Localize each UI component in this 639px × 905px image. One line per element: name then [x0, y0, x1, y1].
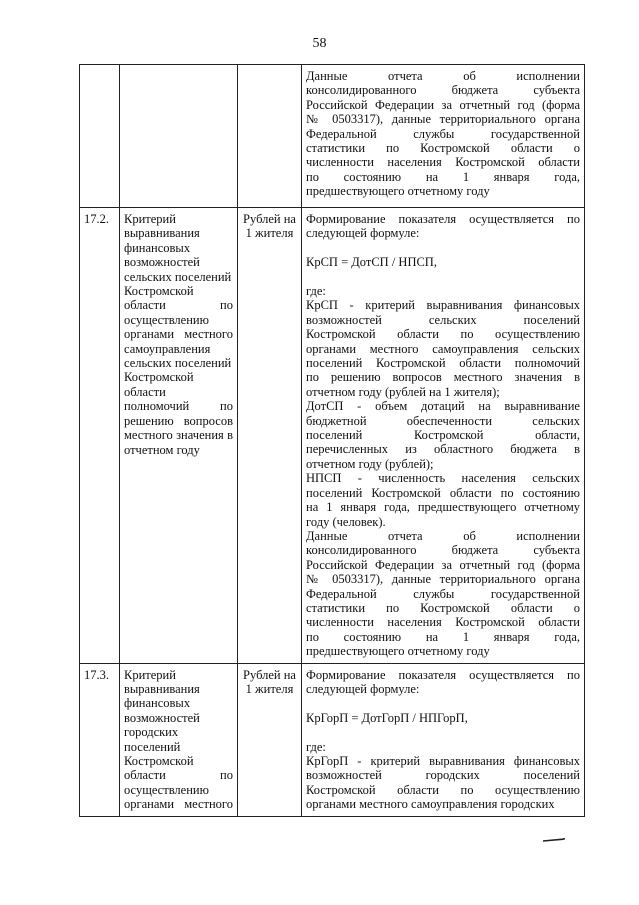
text-line: следующей формуле:: [306, 226, 420, 241]
criterion-line: Костромской: [124, 754, 194, 768]
where-label: где:: [306, 739, 326, 754]
text-line: консолидированного бюджета субъекта: [306, 83, 580, 98]
text-line: численности населения Костромской области: [306, 615, 580, 630]
criterion-line: самоуправления: [124, 341, 211, 356]
criterion-line: области по: [124, 298, 233, 313]
formula-intro: [306, 212, 580, 241]
text-line: поселений Костромской области полномочий: [306, 356, 580, 371]
text-line: Федеральной службы государственной: [306, 126, 580, 141]
text-line: возможностей городских поселений: [306, 768, 580, 783]
text-line: по состоянию на 1 января года,: [306, 169, 580, 184]
cell-criterion: [120, 65, 238, 208]
criterion-line: Критерий: [124, 667, 176, 682]
criterion-line: возможностей: [124, 255, 200, 270]
text-line: КрСП - критерий выравнивания финансовых: [306, 298, 580, 313]
text-line: № 0503317), данные территориального органа: [306, 112, 580, 127]
criterion-line: Критерий: [124, 212, 176, 226]
text-line: КрГорП - критерий выравнивания финансовых: [306, 753, 580, 768]
text-line: на 1 января года, предшествующего отчетному: [306, 500, 580, 515]
criterion-name: [120, 663, 238, 816]
row-number: 17.2.: [80, 208, 120, 664]
text-line: предшествующего отчетному году: [306, 184, 490, 199]
row-number: 17.3.: [80, 663, 120, 816]
formula: КрГорП = ДотГорП / НПГорП,: [306, 710, 468, 725]
definition-dotsp: [306, 399, 580, 471]
text-line: отчетном году (рублей на 1 жителя);: [306, 384, 500, 399]
formula-intro: [306, 668, 580, 697]
text-line: Федеральной службы государственной: [306, 586, 580, 601]
text-line: Данные отчета об исполнении: [306, 69, 580, 83]
text-line: численности населения Костромской области: [306, 155, 580, 170]
text-line: перечисленных из областного бюджета в: [306, 442, 580, 457]
text-line: предшествующего отчетному году: [306, 644, 490, 659]
criterion-line: выравнивания: [124, 226, 200, 241]
criteria-table: [79, 64, 585, 817]
table-row-17-3: [80, 663, 585, 816]
definition-krgorp: [306, 754, 580, 812]
text-line: № 0503317), данные территориального органа: [306, 572, 580, 587]
criterion-line: городских: [124, 725, 179, 740]
text-line: году (человек).: [306, 514, 386, 529]
criterion-line: финансовых: [124, 696, 191, 711]
table-row-17-2: [80, 208, 585, 664]
text-line: Российской Федерации за отчетный год (форма: [306, 557, 580, 572]
source-text: [306, 529, 580, 659]
calculation-method: [302, 663, 585, 816]
text-line: ДотСП - объем дотаций на выравнивание: [306, 399, 580, 414]
text-line: органами местного самоуправления сельских: [306, 341, 580, 356]
criterion-line: решению вопросов: [124, 413, 233, 428]
text-line: поселений Костромской области по состоянию: [306, 485, 580, 500]
criterion-line: поселений: [124, 739, 181, 754]
cell-unit: [238, 65, 302, 208]
text-line: Российской Федерации за отчетный год (форма: [306, 97, 580, 112]
page-number: 58: [312, 36, 327, 51]
criterion-line: полномочий по: [124, 399, 233, 414]
text-line: возможностей сельских поселений: [306, 312, 580, 327]
table-row-continuation: [80, 65, 585, 208]
criterion-line: осуществлению: [124, 312, 209, 327]
unit-of-measure: Рублей на 1 жителя: [238, 208, 302, 664]
text-line: Костромской области по осуществлению: [306, 327, 580, 342]
text-line: по решению вопросов местного значения в: [306, 370, 580, 385]
criterion-line: выравнивания: [124, 681, 200, 696]
text-line: консолидированного бюджета субъекта: [306, 543, 580, 558]
criterion-line: сельских поселений: [124, 356, 232, 371]
text-line: отчетном году (рублей);: [306, 456, 434, 471]
text-line: НПСП - численность населения сельских: [306, 471, 580, 486]
definition-npsp: [306, 471, 580, 529]
criterion-line: финансовых: [124, 240, 191, 255]
criterion-line: Костромской: [124, 284, 194, 299]
text-line: статистики по Костромской области о: [306, 600, 580, 615]
text-line: статистики по Костромской области о: [306, 141, 580, 156]
text-line: по состоянию на 1 января года,: [306, 629, 580, 644]
cell-description: [302, 65, 585, 208]
text-line: Данные отчета об исполнении: [306, 528, 580, 543]
text-line: Костромской области по осуществлению: [306, 782, 580, 797]
criterion-line: органами местного: [124, 797, 233, 812]
criterion-name: [120, 208, 238, 664]
text-line: следующей формуле:: [306, 681, 420, 696]
source-text: [306, 69, 580, 199]
text-line: Формирование показателя осуществляется по: [306, 212, 580, 226]
text-line: бюджетной обеспеченности сельских: [306, 413, 580, 428]
text-line: поселений Костромской области,: [306, 428, 580, 443]
criterion-line: сельских поселений: [124, 269, 232, 284]
definition-krsp: [306, 298, 580, 399]
text-line: Формирование показателя осуществляется по: [306, 667, 580, 682]
criterion-line: области: [124, 384, 166, 399]
criterion-line: возможностей: [124, 710, 200, 725]
criterion-line: области по: [124, 768, 233, 783]
pen-mark-icon: [543, 838, 565, 842]
formula: КрСП = ДотСП / НПСП,: [306, 255, 437, 270]
criterion-line: Костромской: [124, 370, 194, 385]
cell-num: [80, 65, 120, 208]
criterion-line: осуществлению: [124, 782, 209, 797]
criterion-line: органами местного: [124, 327, 233, 342]
criterion-line: отчетном году: [124, 442, 200, 457]
criterion-line: местного значения в: [124, 428, 233, 443]
where-label: где:: [306, 284, 326, 298]
calculation-method: [302, 208, 585, 664]
unit-of-measure: Рублей на 1 жителя: [238, 663, 302, 816]
text-line: органами местного самоуправления городских: [306, 797, 555, 812]
